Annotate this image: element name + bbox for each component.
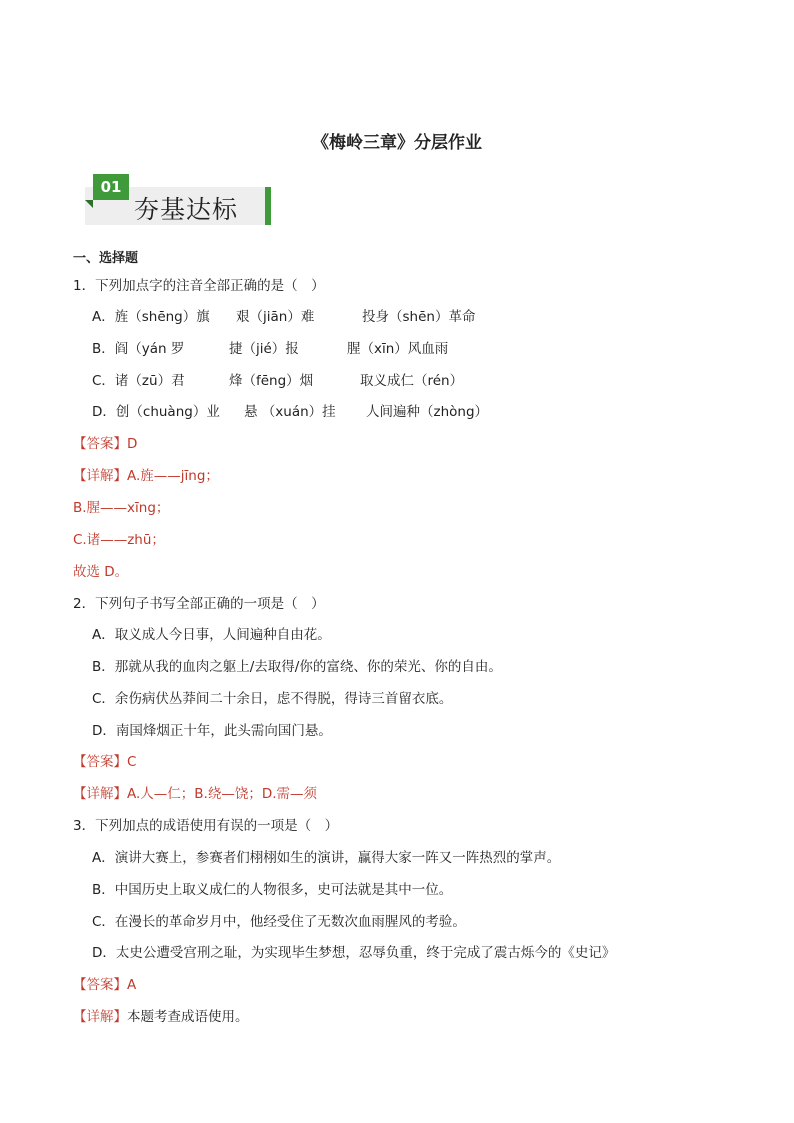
question-3-option-d: D．太史公遭受宫刑之耻，为实现毕生梦想，忍辱负重，终于完成了震古烁今的《史记》 [92,945,616,961]
answer-label: 【答案】 [73,977,127,993]
answer-label: 【答案】 [73,754,127,770]
detail-label: 【详解】 [73,786,127,802]
option-cell: 烽（fēng）烟 [229,373,314,389]
question-3-option-b: B．中国历史上取义成仁的人物很多，史可法就是其中一位。 [92,882,453,898]
question-1-option-b [92,337,448,357]
option-cell: 捷（jié）报 [229,341,299,357]
option-cell: 腥（xīn）风血雨 [347,341,449,357]
question-1-detail [73,464,219,484]
answer-value: C [127,754,137,770]
answer-value: D [127,436,138,452]
question-3-option-a: A．演讲大赛上，参赛者们栩栩如生的演讲，赢得大家一阵又一阵热烈的掌声。 [92,850,561,866]
question-1-detail-line: C.诸——zhū； [73,532,165,548]
question-2-answer [73,750,136,770]
option-cell: C．诸（zū）君 [92,373,185,389]
banner-label: 夯基达标 [134,195,239,224]
question-2-option-c: C．余伤病伏丛莽间二十余日，虑不得脱，得诗三首留衣底。 [92,691,453,707]
question-1-option-a [92,305,475,325]
question-3-answer [73,973,136,993]
detail-text: 本题考查成语使用。 [127,1009,249,1025]
banner-edge [265,187,271,225]
detail-label: 【详解】 [73,468,127,484]
detail-text: A.旌——jīng； [127,468,219,484]
option-cell: 艰（jiān）难 [236,309,315,325]
question-3-stem: 3．下列加点的成语使用有误的一项是（ ） [73,818,339,834]
question-1-conclusion: 故选 D。 [73,564,129,580]
option-cell: 取义成仁（rén） [360,373,464,389]
option-cell: 人间遍种（zhòng） [366,404,489,420]
answer-value: A [127,977,137,993]
question-3-option-c: C．在漫长的革命岁月中，他经受住了无数次血雨腥风的考验。 [92,914,466,930]
question-2-option-a: A．取义成人今日事，人间遍种自由花。 [92,627,331,643]
question-1-answer [73,432,137,452]
document-title: 《梅岭三章》分层作业 [312,133,482,153]
option-cell: 悬 （xuán）挂 [244,404,336,420]
question-2-detail [73,782,317,802]
question-1-option-d [92,400,488,420]
question-2-option-d: D．南国烽烟正十年，此头需向国门悬。 [92,723,332,739]
detail-text: A.人—仁；B.绕—饶；D.需—须 [127,786,318,802]
detail-label: 【详解】 [73,1009,127,1025]
option-cell: A．旌（shēng）旗 [92,309,210,325]
section-heading: 一、选择题 [73,251,139,266]
banner-number: 01 [93,174,129,200]
section-banner [85,174,271,226]
banner-tag-tail [85,200,93,208]
question-2-option-b: B．那就从我的血肉之躯上/去取得/你的富绕、你的荣光、你的自由。 [92,659,502,675]
question-1-detail-line: B.腥——xīng； [73,500,170,516]
answer-label: 【答案】 [73,436,127,452]
question-1-option-c [92,369,463,389]
option-cell: B．阎（yán 罗 [92,341,185,357]
question-1-stem: 1．下列加点字的注音全部正确的是（ ） [73,278,325,294]
option-cell: D．创（chuàng）业 [92,404,220,420]
option-cell: 投身（shēn）革命 [362,309,476,325]
question-2-stem: 2．下列句子书写全部正确的一项是（ ） [73,596,325,612]
question-3-detail [73,1005,249,1025]
